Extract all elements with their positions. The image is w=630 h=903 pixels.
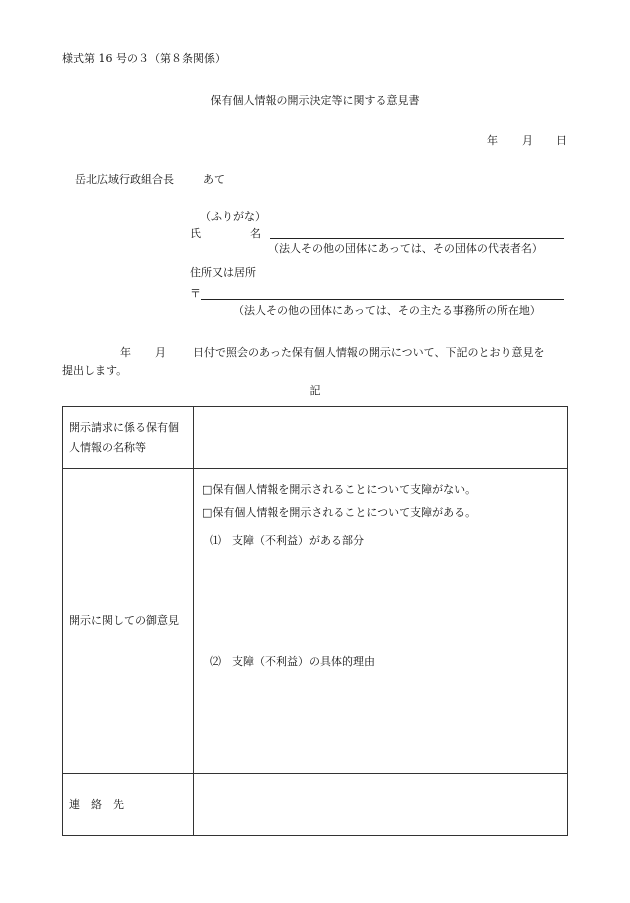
date-month: 月	[522, 134, 533, 147]
opinion-table	[62, 406, 568, 836]
body-year: 年	[120, 346, 131, 359]
address-underline[interactable]	[201, 299, 564, 300]
date-year: 年	[487, 134, 498, 147]
opinion-cell[interactable]	[194, 469, 568, 774]
name-label-2: 名	[250, 227, 261, 240]
body-month: 月	[155, 346, 166, 359]
contact-cell[interactable]	[194, 774, 568, 836]
name-note: （法人その他の団体にあっては、その団体の代表者名）	[268, 242, 543, 255]
option-no-objection[interactable]: □保有個人情報を開示されることについて支障がない。	[202, 483, 477, 496]
address-label: 住所又は居所	[190, 266, 256, 279]
furigana-label: （ふりがな）	[200, 210, 266, 223]
contact-label: 連 絡 先	[63, 774, 194, 836]
info-name-label: 開示請求に係る保有個人情報の名称等	[63, 407, 194, 469]
opinion-label: 開示に関しての御意見	[63, 469, 194, 774]
form-number: 様式第 16 号の３（第８条関係）	[62, 52, 226, 65]
table-row-name	[63, 407, 568, 469]
body-line-2: 提出します。	[62, 364, 128, 377]
item-specific-reason: ⑵ 支障（不利益）の具体的理由	[210, 655, 375, 668]
date-day: 日	[556, 134, 567, 147]
postal-mark: 〒	[190, 287, 201, 300]
ki-heading: 記	[309, 384, 321, 397]
name-label-1: 氏	[190, 227, 201, 240]
table-row-opinion	[63, 469, 568, 774]
addressee-suffix: あて	[203, 173, 225, 186]
body-line-1: 日付で照会のあった保有個人情報の開示について、下記のとおり意見を	[193, 346, 545, 359]
document-title: 保有個人情報の開示決定等に関する意見書	[210, 94, 420, 107]
info-name-cell[interactable]	[194, 407, 568, 469]
table-row-contact	[63, 774, 568, 836]
name-underline[interactable]	[270, 238, 564, 239]
item-affected-part: ⑴ 支障（不利益）がある部分	[210, 534, 364, 547]
option-objection[interactable]: □保有個人情報を開示されることについて支障がある。	[202, 506, 477, 519]
address-note: （法人その他の団体にあっては、その主たる事務所の所在地）	[233, 304, 541, 317]
addressee-name: 岳北広域行政組合長	[75, 173, 174, 186]
